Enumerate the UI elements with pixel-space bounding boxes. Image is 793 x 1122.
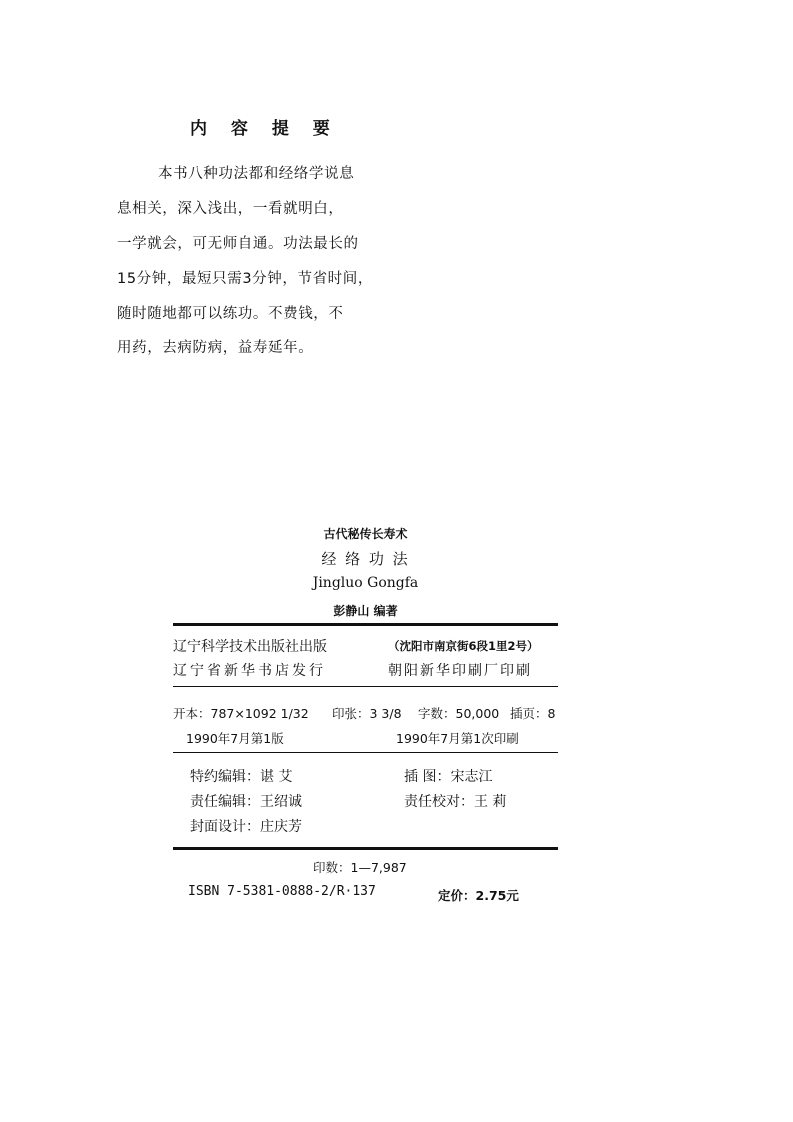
summary-line: 用药，去病防病，益寿延年。 <box>117 340 314 356</box>
price: 定价：2.75元 <box>438 888 519 903</box>
publisher-address: （沈阳市南京街6段1里2号） <box>388 639 539 653</box>
publisher: 辽宁科学技术出版社出版 <box>173 639 327 655</box>
proofreader: 责任校对：王 莉 <box>404 794 507 810</box>
isbn: ISBN 7-5381-0888-2/R·137 <box>188 884 376 899</box>
print-run: 印数：1—7,987 <box>313 860 407 875</box>
summary-line: 随时随地都可以练功。不费钱，不 <box>117 306 344 322</box>
summary-line: 一学就会，可无师自通。功法最长的 <box>117 236 359 252</box>
responsible-editor: 责任编辑：王绍诚 <box>190 794 302 810</box>
book-title-pinyin: Jingluo Gongfa <box>312 575 419 591</box>
author: 彭静山 编著 <box>333 604 398 618</box>
illustration: 插 图：宋志江 <box>404 769 493 785</box>
book-title: 经 络 功 法 <box>321 550 410 568</box>
divider <box>173 623 558 626</box>
summary-line: 息相关，深入浅出，一看就明白， <box>117 201 344 217</box>
divider <box>173 847 558 850</box>
summary-heading: 内 容 提 要 <box>190 119 339 139</box>
distributor: 辽宁省新华书店发行 <box>173 663 326 679</box>
plates: 插页：8 <box>510 706 556 721</box>
special-editor: 特约编辑：谌 艾 <box>190 769 293 785</box>
format: 开本：787×1092 1/32 <box>173 706 309 721</box>
summary-line: 15分钟，最短只需3分钟，节省时间， <box>117 271 373 287</box>
cover-design: 封面设计：庄庆芳 <box>190 819 302 835</box>
sheets: 印张：3 3/8 <box>332 706 402 721</box>
printer: 朝阳新华印刷厂印刷 <box>388 663 532 679</box>
summary-line: 本书八种功法都和经络学说息 <box>158 166 355 182</box>
edition: 1990年7月第1版 <box>186 731 284 746</box>
divider <box>173 752 558 753</box>
word-count: 字数：50,000 <box>418 706 500 721</box>
divider <box>173 686 558 687</box>
series-title: 古代秘传长寿术 <box>323 527 408 541</box>
printing: 1990年7月第1次印刷 <box>396 731 519 746</box>
